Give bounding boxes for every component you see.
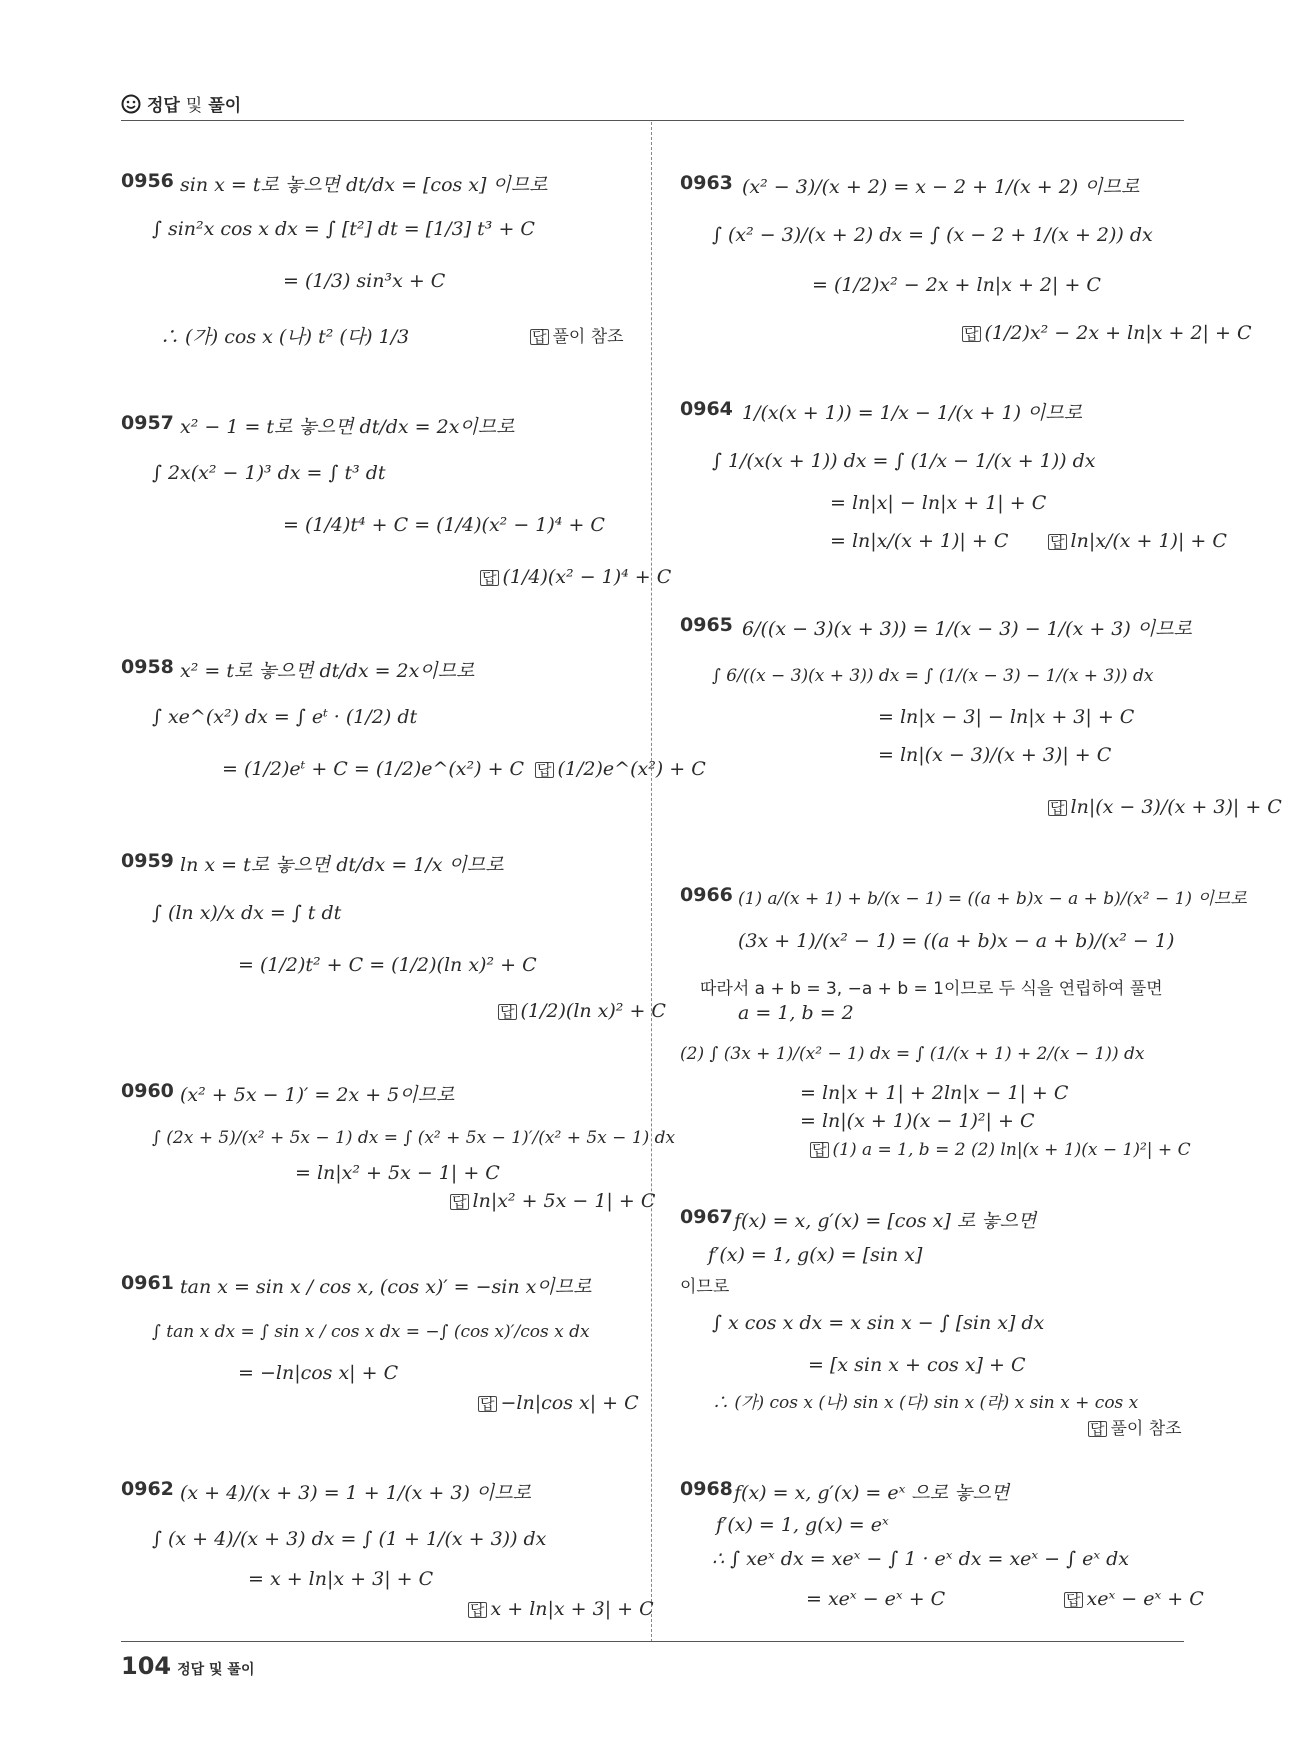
solution-line: 따라서 a + b = 3, −a + b = 1이므로 두 식을 연립하여 풀면	[700, 979, 1163, 999]
solution-line: = x + ln|x + 3| + C	[248, 1568, 434, 1590]
page-header	[121, 91, 241, 116]
solution-line: ∫ 6/((x − 3)(x + 3)) dx = ∫ (1/(x − 3) − 1/(x + 3)) dx	[712, 666, 1154, 686]
solution-line: = (1/3) sin³x + C	[283, 270, 446, 292]
problem-number: 0959	[121, 850, 174, 872]
solution-line: = ln|x − 3| − ln|x + 3| + C	[878, 706, 1135, 728]
problem-number: 0960	[121, 1080, 174, 1102]
solution-line: ∴ ∫ xeˣ dx = xeˣ − ∫ 1 · eˣ dx = xeˣ − ∫ eˣ dx	[712, 1548, 1129, 1570]
solution-line: a = 1, b = 2	[738, 1002, 854, 1024]
problem-number: 0965	[680, 614, 733, 636]
answer: 답 (1/2)x² − 2x + ln|x + 2| + C	[964, 322, 1252, 344]
footer-rule	[121, 1641, 1184, 1642]
solution-line: ∫ (2x + 5)/(x² + 5x − 1) dx = ∫ (x² + 5x − 1)′/(x² + 5x − 1) dx	[152, 1128, 676, 1148]
header-title-c: 풀이	[208, 96, 242, 116]
footer-text: 정답 및 풀이	[177, 1662, 255, 1678]
solution-line: = xeˣ − eˣ + C	[806, 1588, 946, 1610]
solution-line: = ln|x + 1| + 2ln|x − 1| + C	[800, 1082, 1069, 1104]
problem-number: 0956	[121, 170, 174, 192]
answer: 답 ln|x² + 5x − 1| + C	[452, 1190, 656, 1212]
solution-line: (3x + 1)/(x² − 1) = ((a + b)x − a + b)/(x² − 1)	[738, 930, 1175, 952]
solution-line: = ln|x| − ln|x + 1| + C	[830, 492, 1047, 514]
solution-line: 6/((x − 3)(x + 3)) = 1/(x − 3) − 1/(x + 3) 이므로	[742, 618, 1192, 640]
solution-line: ∫ 1/(x(x + 1)) dx = ∫ (1/x − 1/(x + 1)) dx	[712, 450, 1096, 472]
solution-line: = (1/2)eᵗ + C = (1/2)e^(x²) + C	[222, 758, 525, 780]
solution-line: = (1/2)t² + C = (1/2)(ln x)² + C	[238, 954, 537, 976]
answer: 답 ln|(x − 3)/(x + 3)| + C	[1050, 796, 1282, 818]
header-title-b: 및	[185, 96, 203, 116]
problem-number: 0963	[680, 172, 733, 194]
answer: 답 ln|x/(x + 1)| + C	[1050, 530, 1227, 552]
problem-number: 0968	[680, 1478, 733, 1500]
solution-line: ∫ (x + 4)/(x + 3) dx = ∫ (1 + 1/(x + 3)) dx	[152, 1528, 547, 1550]
solution-line: ∫ 2x(x² − 1)³ dx = ∫ t³ dt	[152, 462, 386, 484]
solution-line: ∴ (가) cos x (나) t² (다) 1/3	[160, 326, 410, 348]
answer: 답 −ln|cos x| + C	[480, 1392, 639, 1414]
problem-number: 0961	[121, 1272, 174, 1294]
solution-line: ∫ x cos x dx = x sin x − ∫ [sin x] dx	[712, 1312, 1045, 1334]
solution-line: x² = t로 놓으면 dt/dx = 2x이므로	[180, 660, 475, 682]
smiley-icon	[121, 94, 141, 114]
problem-number: 0962	[121, 1478, 174, 1500]
solution-line: (1) a/(x + 1) + b/(x − 1) = ((a + b)x − a + b)/(x² − 1) 이므로	[738, 889, 1247, 909]
solution-line: = ln|(x − 3)/(x + 3)| + C	[878, 744, 1112, 766]
solution-line: (x² + 5x − 1)′ = 2x + 5이므로	[180, 1084, 455, 1106]
problem-number: 0964	[680, 398, 733, 420]
page-footer	[121, 1652, 254, 1680]
column-divider	[651, 122, 652, 1642]
answer: 답 (1/4)(x² − 1)⁴ + C	[482, 566, 672, 588]
solution-line: 이므로	[680, 1277, 730, 1297]
solution-line: f′(x) = 1, g(x) = [sin x]	[708, 1244, 923, 1266]
header-rule	[121, 120, 1184, 121]
problem-number: 0967	[680, 1206, 733, 1228]
problem-number: 0958	[121, 656, 174, 678]
solution-line: tan x = sin x / cos x, (cos x)′ = −sin x이므로	[180, 1276, 592, 1298]
solution-line: ln x = t로 놓으면 dt/dx = 1/x 이므로	[180, 854, 504, 876]
solution-line: = (1/2)x² − 2x + ln|x + 2| + C	[812, 274, 1101, 296]
answer: 답 xeˣ − eˣ + C	[1066, 1588, 1204, 1610]
solution-line: f′(x) = 1, g(x) = eˣ	[716, 1514, 889, 1536]
solution-line: ∴ (가) cos x (나) sin x (다) sin x (라) x sin x + cos x	[712, 1393, 1139, 1413]
answer: 답 (1) a = 1, b = 2 (2) ln|(x + 1)(x − 1)²| + C	[812, 1140, 1191, 1160]
solution-line: ∫ sin²x cos x dx = ∫ [t²] dt = [1/3] t³ + C	[152, 218, 535, 240]
solution-line: 1/(x(x + 1)) = 1/x − 1/(x + 1) 이므로	[742, 402, 1083, 424]
answer: 답 x + ln|x + 3| + C	[470, 1598, 654, 1620]
answer: 답 (1/2)(ln x)² + C	[500, 1000, 666, 1022]
solution-line: f(x) = x, g′(x) = eˣ 으로 놓으면	[734, 1482, 1010, 1504]
header-title-a: 정답	[147, 96, 180, 116]
solution-line: (x² − 3)/(x + 2) = x − 2 + 1/(x + 2) 이므로	[742, 176, 1140, 198]
solution-line: = ln|(x + 1)(x − 1)²| + C	[800, 1110, 1035, 1132]
problem-number: 0966	[680, 884, 733, 906]
solution-line: = [x sin x + cos x] + C	[808, 1354, 1026, 1376]
solution-line: f(x) = x, g′(x) = [cos x] 로 놓으면	[734, 1210, 1037, 1232]
solution-line: ∫ tan x dx = ∫ sin x / cos x dx = −∫ (cos x)′/cos x dx	[152, 1322, 590, 1342]
answer: 답 풀이 참조	[1090, 1419, 1182, 1439]
solution-line: = ln|x/(x + 1)| + C	[830, 530, 1009, 552]
page-number: 104	[121, 1652, 172, 1680]
solution-line: (x + 4)/(x + 3) = 1 + 1/(x + 3) 이므로	[180, 1482, 531, 1504]
solution-line: = ln|x² + 5x − 1| + C	[295, 1162, 500, 1184]
solution-line: ∫ (x² − 3)/(x + 2) dx = ∫ (x − 2 + 1/(x + 2)) dx	[712, 224, 1153, 246]
solution-line: = (1/4)t⁴ + C = (1/4)(x² − 1)⁴ + C	[283, 514, 605, 536]
solution-line: = −ln|cos x| + C	[238, 1362, 399, 1384]
answer: 답 (1/2)e^(x²) + C	[537, 758, 706, 780]
solution-line: (2) ∫ (3x + 1)/(x² − 1) dx = ∫ (1/(x + 1) + 2/(x − 1)) dx	[680, 1044, 1145, 1064]
solution-line: sin x = t로 놓으면 dt/dx = [cos x] 이므로	[180, 174, 548, 196]
problem-number: 0957	[121, 412, 174, 434]
answer: 답 풀이 참조	[532, 327, 624, 347]
solution-line: x² − 1 = t로 놓으면 dt/dx = 2x이므로	[180, 416, 515, 438]
solution-line: ∫ (ln x)/x dx = ∫ t dt	[152, 902, 342, 924]
solution-line: ∫ xe^(x²) dx = ∫ eᵗ · (1/2) dt	[152, 706, 418, 728]
